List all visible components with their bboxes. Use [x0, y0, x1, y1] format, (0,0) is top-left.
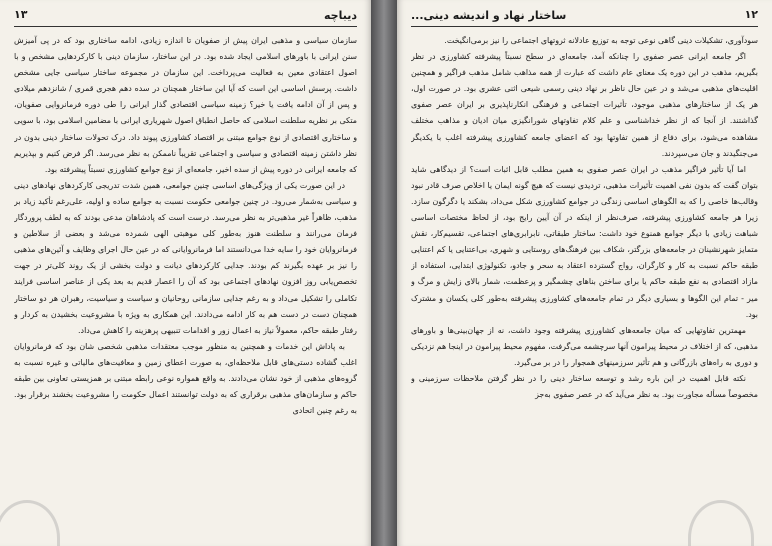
right-paragraph-4: مهمترین تفاوتهایی که میان جامعه‌های کشاورزی پیشرفته وجود داشت، نه از جهان‌بینی‌ها و باورهای مذهبی، که از اختلاف در محیط پیرامون آنها سرچشمه می‌گرفت، مفهوم محیط پیرامون در اینجا هم نزدیکی و دوری به راه‌های بازرگانی و هم تأثیر سرزمینهای همجوار را در بر می‌گیرد.	[411, 325, 758, 367]
left-page-body	[14, 33, 357, 542]
right-page-body	[411, 33, 758, 542]
right-running-title: ساختار نهاد و اندیشه دینی...	[411, 9, 567, 22]
left-page-header	[14, 8, 357, 27]
right-paragraph-5: نکته قابل اهمیت در این باره رشد و توسعه ساختار دینی را در نظر گرفتن ملاحظات سرزمینی و مخصوصاً مسأله مجاورت بود. به نظر می‌آید که در عصر صفوی به‌جز	[411, 373, 758, 400]
left-page-number: ۱۳	[14, 8, 28, 21]
book-gutter	[371, 0, 397, 546]
left-running-title: دیباچه	[324, 9, 357, 22]
right-page-header	[411, 8, 758, 27]
right-page-number: ۱۲	[744, 8, 758, 21]
left-paragraph-2: در این صورت یکی از ویژگی‌های اساسی چنین جوامعی، همین شدت تدریجی کارکردهای نهادهای دینی و سیاسی به‌شمار می‌رود. در چنین جوامعی حکومت نسبت به جوامع ساده و اولیه، علی‌رغم تأکید زیاد بر مذهب، ظاهراً غیر مذهبی‌تر به نظر می‌رسد. درست است که پادشاهان مدعی بودند که به لطف پروردگار فرمان می‌رانند و سلطنت هنوز به‌طور کلی موهبتی الهی شمرده می‌شد و بعضی از سلاطین و فرمانروایان خود را سایه خدا می‌دانستند اما فرمانروایانی که در عین حال اجرای وظایف و آئین‌های مذهبی را نیز بر عهده بگیرند کم بودند. جدایی کارکردهای دیانت و دولت بخشی از یک روند کلی‌تر در جهت تخصص‌یابی روز افزون نهادهای اجتماعی بود که آن را اعصار قدیم به بعد یکی از عناصر اساسی فرایند تکاملی را تشکیل می‌داد و به رغم جدایی سازمانی روحانیان و سیاست و سیاسیت، رهبران هر دو ساختار همچنان دست در دست هم به کار ادامه می‌دادند. این همکاری به ویژه با مشروعیت بخشیدن به کردار و رفتار طبقه حاکم، معمولاً نیاز به اعمال زور و اقدامات تنبیهی پرهزینه را کاهش می‌داد.	[14, 180, 357, 335]
right-paragraph-1: سودآوری، تشکیلات دینی گاهی نوعی توجه به توزیع عادلانه ثروتهای اجتماعی را نیز برمی‌انگیخت.	[444, 36, 758, 45]
right-paragraph-3: اما آیا تأثیر فراگیر مذهب در ایران عصر صفوی به همین مطلب قابل اثبات است؟ از دیدگاهی شاید بتوان گفت که بدون نفی اهمیت تأثیرات مذهبی، تردیدی نیست که هیچ گونه ایمان یا اخلاص صرف قادر نبود وقالب‌ها خاصی را که به الگوهای اساسی زندگی در جوامع کشاورزی شکل می‌داد، بشکند یا دگرگون سازد. زیرا هر جامعه کشاورزی پیشرفته، صرف‌نظر از اینکه در آن آیین رایج بود، از لحاظ مختصات اساسی شباهت زیادی با دیگر جوامع همنوع خود داشت: ساختار طبقاتی، نابرابری‌های اجتماعی، تقسیم‌کار، نقش متمایز شهرنشینان در جامعه‌های بزرگتر، شکاف بین فرهنگ‌های روستایی و شهری، بی‌اعتنایی یا کم اعتنایی طبقه حاکم نسبت به کار و کارگران، رواج گسترده اعتقاد به سحر و جادو، تکنولوژی ابتدایی، استفاده از مازاد اقتصادی به نفع طبقه حاکم یا برای ساختن بناهای چشمگیر و پرعظمت، شمار بالای زایش و مرگ و میر - تمام این الگوها و بسیاری دیگر در تمام جامعه‌های کشاورزی پیشرفته به‌طور کلی یکسان و مشترک بود.	[411, 164, 758, 319]
right-paragraph-2: اگر جامعه ایرانی عصر صفوی را چنانکه آمد، جامعه‌ای در سطح نسبتاً پیشرفته کشاورزی در نظر بگیریم، مذهب در این دوره یک معنای عام داشت که عبارت از همه مذاهب شامل مذهب فراگیر و همچنین اقلیت‌های مذهبی می‌شد و در عین حال ناظر بر نهاد دینی رسمی شیعی اثنی عشری بود. در صورت اول، هر یک از ساختارهای مذهبی موجود، تأثیرات اجتماعی و فرهنگی انکارناپذیری بر ایران عصر صفوی گذاشتند. از آنجا که از نظر خداشناسی و علم کلام تفاوتهای شورانگیزی میان ادیان و مذاهب مختلف مشاهده می‌شود، برای دفاع از همین تفاوتها بود که اعضای جامعه کشاورزی پیشرفته اغلب با یکدیگر می‌جنگیدند و جان می‌سپردند.	[411, 52, 758, 158]
left-paragraph-3: به پاداش این خدمات و همچنین به منظور موجب معتقدات مذهبی شخصی شان بود که فرمانروایان اغلب گشاده دستی‌های قابل ملاحظه‌ای، به صورت اعطای زمین و معافیت‌های مالیاتی و غیره نسبت به گروه‌های مذهبی از خود نشان می‌دادند. به واقع همواره نوعی رابطه مبتنی بر همزیستی تعاونی بین طبقه حاکم و سازمان‌های مذهبی برقراری که به دولت توانستند اعمال حکومت را مشروعیت بخشند برقرار بود. به رغم چنین اتحادی	[14, 341, 357, 416]
left-paragraph-1: سازمان سیاسی و مذهبی ایران پیش از صفویان تا اندازه زیادی، ادامه ساختاری بود که در پی آمیزش سنن ایرانی با باورهای اسلامی ایجاد شده بود. در این ساختار، سازمان دینی با کارکردهایی مشخص و با اصول اعتقادی معین به فعالیت می‌پرداخت. این سازمان در مجموعه ساختار سیاسی جایی مشخص داشت. پرسش اساسی این است که آیا این ساختار همچنان در سده دهم هجری قمری / شانزدهم میلادی و پس از آن ادامه یافت یا خیر؟ زمینه سیاسی اقتصادی گذار ایرانی را طی دوره فرمانروایی صفویان، متکی بر نظریه سلطنت اسلامی که حاصل انطباق اصول شهریاری ایرانی با مضامین اسلامی بود، با سویی و ساختاری اقتصادی از نوع جوامع مبتنی بر اقتصاد کشاورزی پیوند داد. درک تحولات ساختار دینی بدون در نظر داشتن زمینه اقتصادی و سیاسی و اجتماعی تقریباً ناممکن به نظر می‌رسد. اگر فرض کنیم و بپذیریم که جامعه ایرانی در دوره پیش از سده اخیر، جامعه‌ای از نوع جوامع کشاورزی نسبتاً پیشرفته بود.	[14, 36, 357, 174]
right-page	[397, 0, 772, 546]
left-page	[0, 0, 371, 546]
